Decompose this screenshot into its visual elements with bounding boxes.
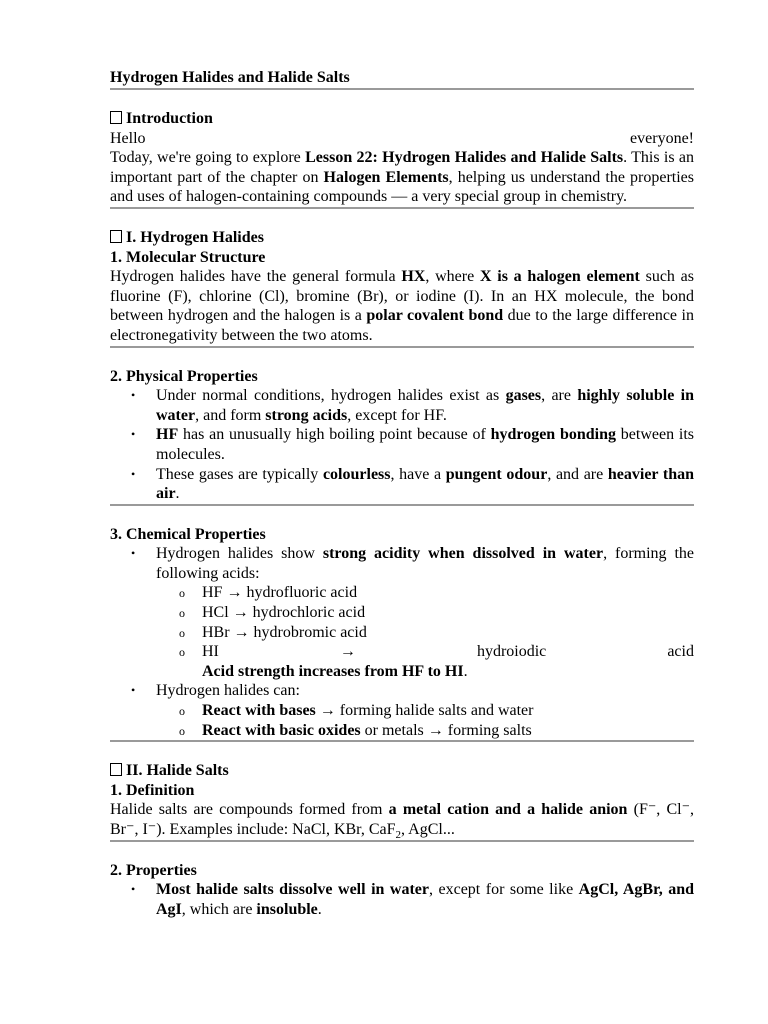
halide-properties-list (110, 880, 694, 919)
acid-item: o HCl → hydrochloric acid (156, 603, 694, 623)
list-item: • HF has an unusually high boiling point because of hydrogen bonding between its molecules. (110, 425, 694, 464)
chemical-properties-heading: 3. Chemical Properties (110, 525, 266, 543)
molecular-structure-heading: 1. Molecular Structure (110, 248, 266, 266)
missing-glyph-icon (110, 111, 122, 124)
intro-paragraph: Today, we're going to explore Lesson 22: Hydrogen Halides and Halide Salts. This is an important part of the chapter on Halogen Elements, helping us understand the properties and uses of halogen-containing compounds — a very special group in chemistry. (110, 149, 694, 206)
list-item: • Most halide salts dissolve well in water, except for some like AgCl, AgBr, and AgI, which are insoluble. (110, 880, 694, 919)
list-item: • These gases are typically colourless, have a pungent odour, and are heavier than air. (110, 465, 694, 504)
reaction-item: o React with bases → forming halide salts and water (156, 701, 694, 721)
list-item: • Under normal conditions, hydrogen halides exist as gases, are highly soluble in water, and form strong acids, except for HF. (110, 386, 694, 425)
chemical-properties-list (110, 544, 694, 740)
reaction-item: o React with basic oxides or metals → forming salts (156, 721, 694, 741)
missing-glyph-icon (110, 763, 122, 776)
document-content (110, 68, 694, 919)
list-item: • Hydrogen halides can: o React with bases → forming halide salts and water o React with basic oxides or metals → forming salts (110, 681, 694, 740)
section1-heading: I. Hydrogen Halides (110, 228, 694, 248)
reactions-list (156, 701, 694, 740)
missing-glyph-icon (110, 230, 122, 243)
document-title: Hydrogen Halides and Halide Salts (110, 69, 350, 86)
molecular-structure-paragraph: Hydrogen halides have the general formula HX, where X is a halogen element such as fluorine (F), chlorine (Cl), bromine (Br), or iodine (I). In an HX molecule, the bond between hydrogen and the halogen is a polar covalent bond due to the large difference in electronegativity between the two atoms. (110, 268, 695, 344)
acid-item: o HBr → hydrobromic acid (156, 623, 694, 643)
section2-heading: II. Halide Salts (110, 761, 694, 781)
properties-heading: 2. Properties (110, 861, 197, 879)
acid-item: o HI → hydroiodic acid Acid strength increases from HF to HI. (156, 642, 694, 681)
physical-properties-list (110, 386, 694, 504)
definition-paragraph: Halide salts are compounds formed from a metal cation and a halide anion (F⁻, Cl⁻, Br⁻, I⁻). Examples include: NaCl, KBr, CaF$_2$, AgCl... (110, 801, 695, 842)
intro-heading: Introduction (110, 109, 694, 129)
list-item: • Hydrogen halides show strong acidity when dissolved in water, forming the following acids: o HF → hydrofluoric acid o HCl → hydrochloric acid o HBr → hydrobromic acid o HI → hydroiodic acid Acid strength increases from HF to HI. (110, 544, 694, 681)
greeting-line: Hello everyone! (110, 129, 694, 147)
acids-list (156, 583, 694, 681)
definition-heading: 1. Definition (110, 781, 195, 799)
acid-strength-note: Acid strength increases from HF to HI. (202, 662, 468, 680)
acid-item: o HF → hydrofluoric acid (156, 583, 694, 603)
physical-properties-heading: 2. Physical Properties (110, 367, 258, 385)
